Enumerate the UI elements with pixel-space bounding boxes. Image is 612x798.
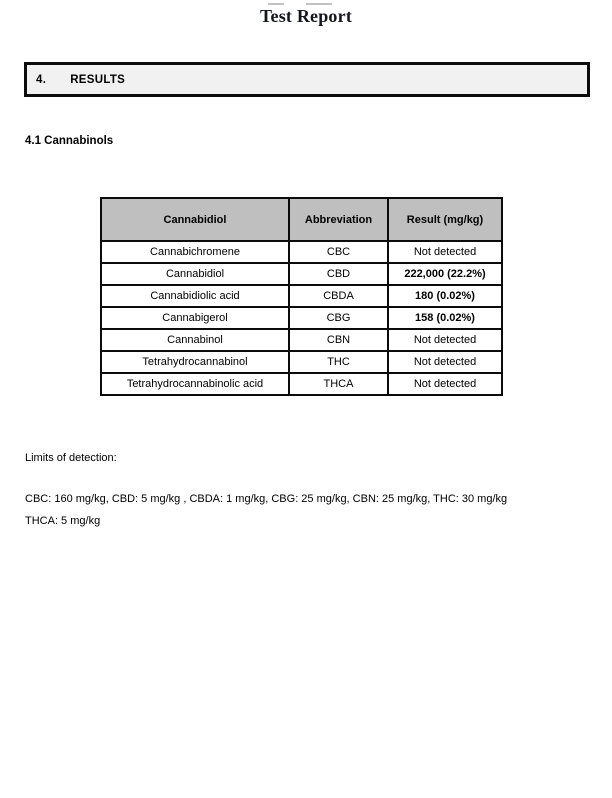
artifact-dash	[306, 3, 332, 5]
limits-of-detection-label: Limits of detection:	[25, 452, 117, 464]
abbreviation-cell: CBDA	[289, 285, 388, 307]
cannabinoid-name-cell: Cannabichromene	[101, 241, 289, 263]
artifact-dash	[268, 3, 284, 5]
cannabinoid-name-cell: Tetrahydrocannabinol	[101, 351, 289, 373]
table-row	[101, 285, 502, 307]
result-cell: Not detected	[388, 241, 502, 263]
results-table	[100, 197, 503, 396]
table-row	[101, 241, 502, 263]
table-row	[101, 307, 502, 329]
result-cell: Not detected	[388, 329, 502, 351]
abbreviation-cell: CBD	[289, 263, 388, 285]
cannabinoid-name-cell: Cannabigerol	[101, 307, 289, 329]
abbreviation-cell: CBC	[289, 241, 388, 263]
cannabinoid-name-cell: Cannabinol	[101, 329, 289, 351]
column-header-result: Result (mg/kg)	[388, 198, 502, 241]
cannabinoid-name-cell: Tetrahydrocannabinolic acid	[101, 373, 289, 395]
limits-line-2: THCA: 5 mg/kg	[25, 515, 101, 527]
result-cell: 180 (0.02%)	[388, 285, 502, 307]
table-row	[101, 373, 502, 395]
abbreviation-cell: THCA	[289, 373, 388, 395]
table-header-row	[101, 198, 502, 241]
page-title: Test Report	[259, 6, 353, 26]
result-cell: 222,000 (22.2%)	[388, 263, 502, 285]
section-header-box	[24, 62, 590, 97]
cannabinoid-name-cell: Cannabidiolic acid	[101, 285, 289, 307]
abbreviation-cell: CBG	[289, 307, 388, 329]
cannabinoid-name-cell: Cannabidiol	[101, 263, 289, 285]
section-number: 4.	[36, 73, 47, 86]
column-header-cannabidiol: Cannabidiol	[101, 198, 289, 241]
result-cell: 158 (0.02%)	[388, 307, 502, 329]
abbreviation-cell: THC	[289, 351, 388, 373]
abbreviation-cell: CBN	[289, 329, 388, 351]
result-cell: Not detected	[388, 373, 502, 395]
table-row	[101, 351, 502, 373]
result-cell: Not detected	[388, 351, 502, 373]
limits-of-detection-text	[25, 488, 585, 532]
table-row	[101, 263, 502, 285]
limits-line-1: CBC: 160 mg/kg, CBD: 5 mg/kg , CBDA: 1 mg/kg, CBG: 25 mg/kg, CBN: 25 mg/kg, THC: 30 mg/kg	[25, 493, 508, 505]
section-title: RESULTS	[70, 73, 126, 86]
table-row	[101, 329, 502, 351]
column-header-abbreviation: Abbreviation	[289, 198, 388, 241]
subsection-heading: 4.1 Cannabinols	[25, 135, 114, 147]
